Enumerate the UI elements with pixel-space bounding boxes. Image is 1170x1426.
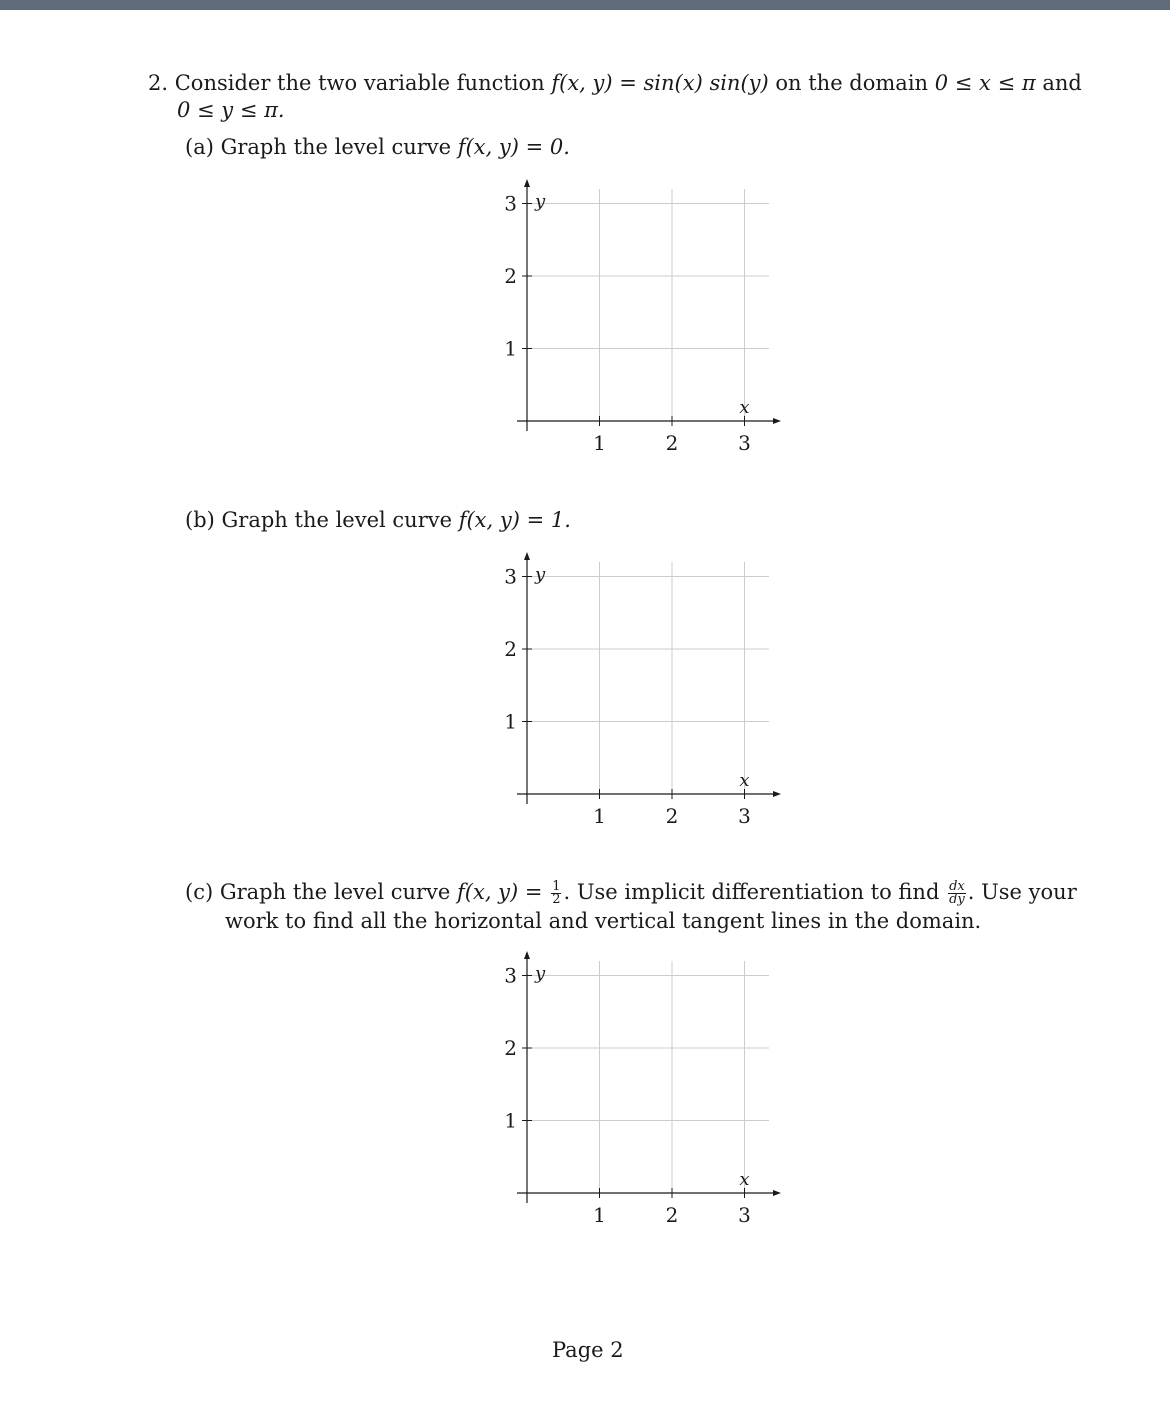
- domain-and: and: [1035, 71, 1082, 95]
- part-a-text: Graph the level curve: [220, 135, 458, 159]
- x-tick-label: 2: [665, 431, 679, 455]
- x-tick-label: 2: [665, 1203, 679, 1227]
- y-tick-label: 2: [504, 637, 517, 661]
- x-tick-label: 3: [738, 431, 751, 455]
- y-axis-arrow: [524, 179, 530, 187]
- y-tick-label: 1: [504, 336, 517, 361]
- y-axis-label: y: [535, 191, 546, 212]
- y-tick-label: 3: [504, 191, 517, 216]
- x-tick-label: 3: [738, 1203, 751, 1227]
- domain-x: 0 ≤ x ≤ π: [934, 71, 1036, 95]
- y-tick-label: 3: [504, 963, 517, 988]
- x-tick-label: 1: [593, 804, 606, 828]
- part-b-prompt: [185, 507, 571, 533]
- y-axis-arrow: [524, 951, 530, 959]
- graph-c[interactable]: [490, 962, 780, 1232]
- part-c-text: Graph the level curve: [219, 880, 458, 904]
- y-axis-label: y: [535, 963, 546, 984]
- x-axis-arrow: [773, 418, 781, 424]
- problem-domain-text: on the domain: [768, 71, 935, 95]
- part-c-text-c: . Use your: [967, 880, 1077, 904]
- x-tick-label: 3: [738, 804, 751, 828]
- part-b-label: (b): [185, 508, 215, 532]
- part-a-label: (a): [185, 135, 214, 159]
- x-axis-arrow: [773, 791, 781, 797]
- one-half-fraction: $\frac{1}{2}$: [552, 879, 561, 907]
- x-tick-label: 1: [593, 1203, 606, 1227]
- y-tick-label: 3: [504, 564, 517, 589]
- top-bar: [0, 0, 1170, 10]
- x-axis-label: x: [739, 770, 750, 791]
- x-axis-label: x: [739, 397, 750, 418]
- domain-y: 0 ≤ y ≤ π.: [177, 98, 285, 122]
- problem-intro: Consider the two variable function: [174, 71, 552, 95]
- part-c-prompt: [185, 879, 1077, 906]
- dx-dy-fraction: $\frac{dx}{dy}$: [949, 879, 965, 907]
- part-a-equation: f(x, y) = 0.: [457, 135, 570, 159]
- part-b-text: Graph the level curve: [221, 508, 459, 532]
- part-b-equation: f(x, y) = 1.: [458, 508, 571, 532]
- problem-number: 2.: [148, 71, 169, 95]
- page-number: Page 2: [552, 1338, 624, 1362]
- part-a-prompt: [185, 134, 570, 160]
- x-axis-label: x: [739, 1169, 750, 1190]
- y-axis-arrow: [524, 552, 530, 560]
- y-tick-label: 2: [504, 1036, 517, 1060]
- x-tick-label: 2: [665, 804, 679, 828]
- part-c-line-2: work to find all the horizontal and vertical tangent lines in the domain.: [225, 909, 982, 933]
- x-axis-arrow: [773, 1190, 781, 1196]
- problem-line-1: [148, 70, 1082, 96]
- part-c-equation: f(x, y) =: [457, 880, 550, 904]
- problem-function: f(x, y) = sin(x) sin(y): [551, 71, 769, 95]
- y-axis-label: y: [535, 564, 546, 585]
- graph-a[interactable]: [490, 190, 780, 460]
- y-tick-label: 2: [504, 264, 517, 288]
- y-tick-label: 1: [504, 709, 517, 734]
- part-c-text-b: . Use implicit differentiation to find: [563, 880, 947, 904]
- x-tick-label: 1: [593, 431, 606, 455]
- graph-b[interactable]: [490, 563, 780, 833]
- part-c-label: (c): [185, 880, 214, 904]
- y-tick-label: 1: [504, 1108, 517, 1133]
